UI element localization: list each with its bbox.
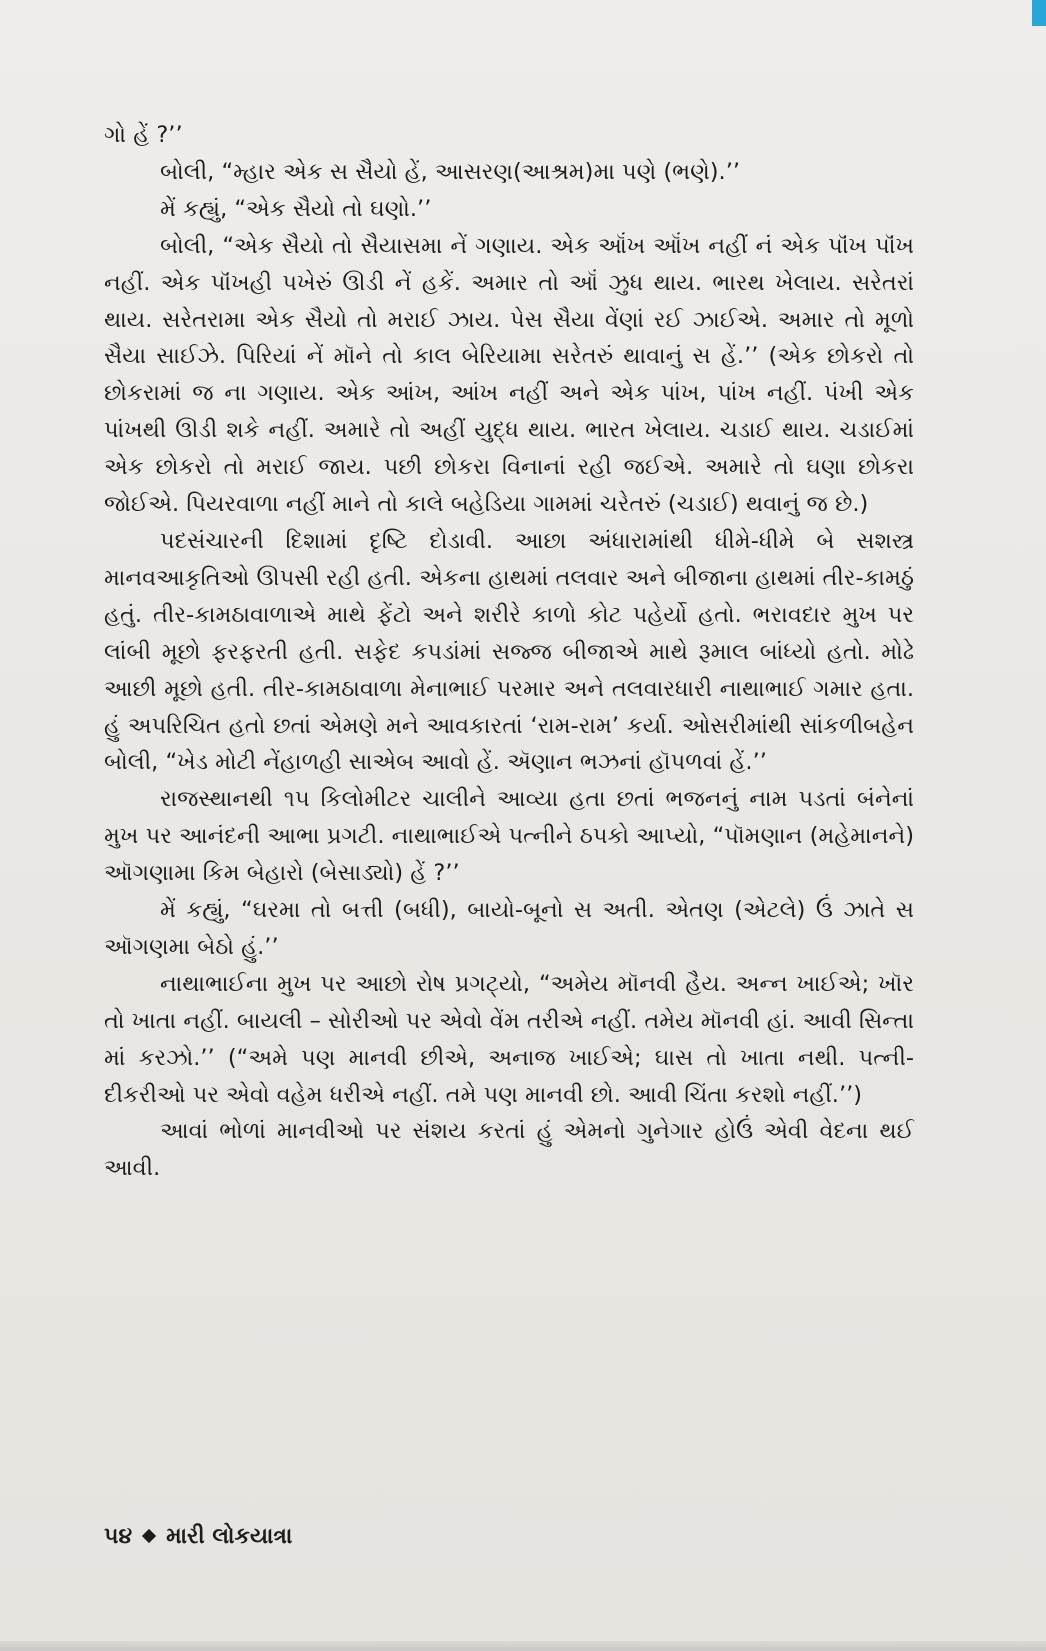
paragraph-5: પદસંચારની દિશામાં દૃષ્ટિ દોડાવી. આછા અંધારામાંથી ધીમે-ધીમે બે સશસ્ત્ર માનવઆકૃતિઓ ઊપસી રહી હતી. એકના હાથમાં તલવાર અને બીજાના હાથમાં તીર-કામઠું હતું. તીર-કામઠાવાળાએ માથે ફેંટો અને શરીરે કાળો કોટ પહેર્યો હતો. ભરાવદાર મુખ પર લાંબી મૂછો ફરફરતી હતી. સફેદ કપડાંમાં સજ્જ બીજાએ માથે રૂમાલ બાંધ્યો હતો. મોઢે આછી મૂછો હતી. તીર-કામઠાવાળા મેનાભાઈ પરમાર અને તલવારધારી નાથાભાઈ ગમાર હતા. હું અપરિચિત હતો છતાં એમણે મને આવકારતાં ‘રામ-રામ’ કર્યા. ઓસરીમાંથી સાંકળીબહેન બોલી, “ખેડ મોટી નેંહાળહી સાએબ આવો હેં. ઍણાન ભઝનાં હૉપળવાં હેં.’’: [104, 527, 914, 776]
page-number: ૫૪: [104, 1524, 133, 1549]
paragraph-9: આવાં ભોળાં માનવીઓ પર સંશય કરતાં હું એમનો ગુનેગાર હોઉં એવી વેદના થઈ આવી.: [104, 1118, 914, 1182]
page-bottom-edge: [0, 1641, 1046, 1651]
edge-accent-strip: [1032, 0, 1046, 26]
paragraph-6: રાજસ્થાનથી ૧૫ કિલોમીટર ચાલીને આવ્યા હતા છતાં ભજનનું નામ પડતાં બંનેનાં મુખ પર આનંદની આભા પ્રગટી. નાથાભાઈએ પત્નીને ઠપકો આપ્યો, “પૉમણાન (મહેમાનને) ઑગણામા કિમ બેહારો (બેસાડ્યો) હેં ?’’: [104, 786, 914, 887]
paragraph-4: બોલી, “એક સૈયો તો સૈયાસમા નેં ગણાય. એક ઑંખ ઑંખ નહીં નં એક પૉંખ પૉંખ નહીં. એક પૉંખહી પખેરું ઊડી નેં હકેં. અમાર તો ઑં ઝુધ થાય. ભારથ ખેલાય. સરેતરાં થાય. સરેતરામા એક સૈયો તો મરાઈ ઝાય. પેસ સૈયા વેંણાં રઈ ઝાઈએ. અમાર તો મૂળો સૈયા સાઈઝે. પિરિયાં નેં મૉને તો કાલ બેરિયામા સરેતરું થાવાનું સ હેં.’’ (એક છોકરો તો છોકરામાં જ ના ગણાય. એક આંખ, આંખ નહીં અને એક પાંખ, પાંખ નહીં. પંખી એક પાંખથી ઊડી શકે નહીં. અમારે તો અહીં યુદ્ધ થાય. ભારત ખેલાય. ચડાઈ થાય. ચડાઈમાં એક છોકરો તો મરાઈ જાય. પછી છોકરા વિનાનાં રહી જઈએ. અમારે તો ઘણા છોકરા જોઈએ. પિયરવાળા નહીં માને તો કાલે બહેડિયા ગામમાં ચરેતરું (ચડાઈ) થવાનું જ છે.): [104, 232, 914, 518]
paragraph-7: મેં કહ્યું, “ઘરમા તો બત્તી (બધી), બાયો-બૂનો સ અતી. એતણ (એટલે) ઉં ઝાતે સ ઑગણમા બેઠો હું.’’: [104, 897, 914, 960]
body-text: [104, 117, 914, 1187]
paragraph-8: નાથાભાઈના મુખ પર આછો રોષ પ્રગટ્યો, “અમેય મૉનવી હૈય. અન્ન ખાઈએ; ખૉર તો ખાતા નહીં. બાયલી – સોરીઓ પર એવો વેંમ તરીએ નહીં. તમેય મૉનવી હાં. આવી સિન્તા માં કરઝો.’’ (“અમે પણ માનવી છીએ, અનાજ ખાઈએ; ઘાસ તો ખાતા નથી. પત્ની-દીકરીઓ પર એવો વહેમ ધરીએ નહીં. તમે પણ માનવી છો. આવી ચિંતા કરશો નહીં.’’): [104, 970, 914, 1108]
page-footer: [104, 1524, 292, 1549]
diamond-separator-icon: [142, 1528, 156, 1542]
paragraph-3: મેં કહ્યું, “એક સૈયો તો ઘણો.’’: [160, 195, 432, 222]
paragraph-1: ગો હેં ?’’: [104, 122, 183, 148]
paragraph-2: બોલી, “મ્હાર એક સ સૈયો હેં, આસરણ(આશ્રમ)મા પણે (ભણે).’’: [160, 158, 741, 185]
book-title: મારી લોકયાત્રા: [166, 1524, 293, 1549]
